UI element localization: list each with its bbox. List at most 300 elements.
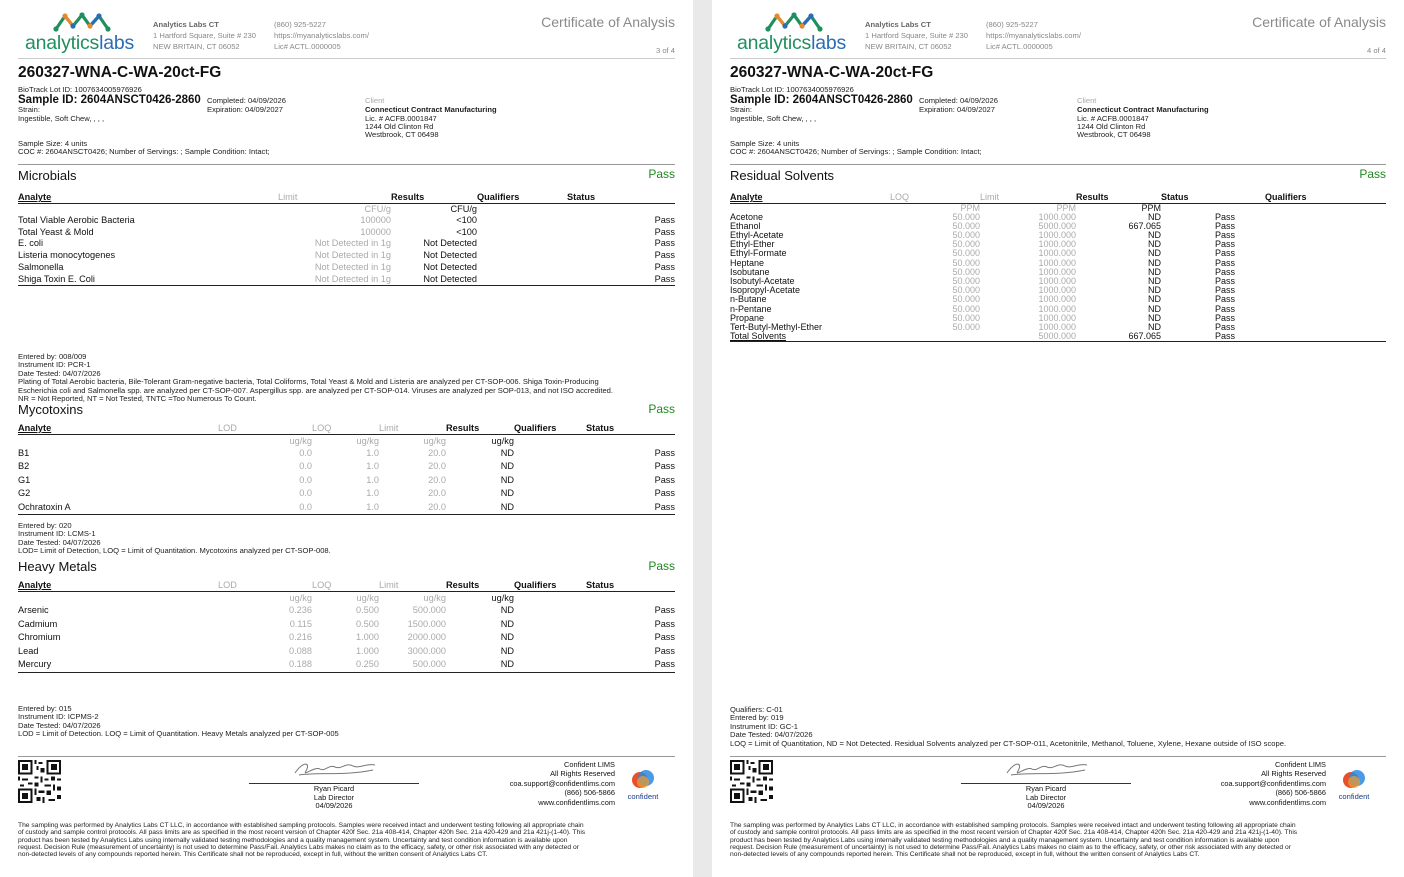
cell-loq: 50.000 bbox=[952, 220, 980, 231]
cell-limit: 100000 bbox=[360, 215, 391, 225]
unit-limit: PPM bbox=[1056, 202, 1076, 213]
cell-qual bbox=[477, 215, 567, 227]
cell-status: Pass bbox=[654, 261, 675, 272]
cell-result: <100 bbox=[456, 226, 477, 237]
cell-status: Pass bbox=[654, 448, 675, 458]
lab-phone: (860) 925-5227 bbox=[986, 20, 1038, 29]
cell-lod: 0.0 bbox=[299, 501, 312, 512]
disclaimer bbox=[730, 822, 1297, 858]
cell-qual bbox=[514, 460, 586, 473]
cell-loq: 1.0 bbox=[366, 488, 379, 499]
cell-loq: 50.000 bbox=[952, 239, 980, 250]
solvents-table bbox=[730, 192, 1386, 342]
lab-license: Lic# ACTL.0000005 bbox=[986, 42, 1053, 51]
cell-analyte: Mercury bbox=[18, 659, 52, 670]
cell-status: Pass bbox=[654, 250, 675, 261]
cell-loq: 50.000 bbox=[952, 211, 980, 222]
cell-qual bbox=[514, 645, 586, 659]
cell-analyte: G1 bbox=[18, 474, 31, 485]
cell-lod: 0.115 bbox=[289, 618, 312, 629]
disclaimer-line: The sampling was performed by Analytics Labs CT LLC, in accordance with established sampling protocols. Samples were received intact and underwent testing following all appropriate chain bbox=[730, 822, 1296, 829]
biotrack-lot: BioTrack Lot ID: 1007634005976926 bbox=[730, 85, 854, 94]
cell-status: Pass bbox=[1214, 257, 1235, 268]
table-row bbox=[18, 501, 675, 515]
mycotoxins-notes bbox=[18, 522, 331, 556]
cell-loq: 50.000 bbox=[952, 303, 980, 314]
note-line: Escherichia coli and Salmonella spp. are analyzed per CT-SOP-007. Aspergillus spp. are analyzed per CT-SOP-014. Viruses are analyzed per SOP-013, and not ISO accredited. bbox=[18, 385, 614, 395]
cell-limit: 1000.000 bbox=[1038, 303, 1076, 314]
microbials-status: Pass bbox=[648, 167, 675, 181]
lab-name: Analytics Labs CT bbox=[865, 20, 931, 29]
confident-logo bbox=[1334, 768, 1374, 801]
client-label: Client bbox=[365, 96, 385, 105]
cell-result: ND bbox=[500, 618, 514, 629]
cell-status: Pass bbox=[654, 461, 675, 472]
analyticslabs-logo bbox=[25, 12, 150, 54]
unit-limit: ug/kg bbox=[423, 435, 446, 446]
unit-results: ug/kg bbox=[491, 435, 514, 446]
cell-analyte: Ethyl-Formate bbox=[730, 248, 787, 259]
cell-qual bbox=[1265, 249, 1386, 258]
cell-qual bbox=[514, 487, 586, 500]
client-name: Connecticut Contract Manufacturing bbox=[1077, 105, 1209, 114]
lims-rights: All Rights Reserved bbox=[1261, 769, 1326, 779]
cell-result: ND bbox=[500, 461, 514, 472]
coa-page-3 bbox=[0, 0, 693, 877]
cell-analyte: Shiga Toxin E. Coli bbox=[18, 273, 95, 284]
cell-limit: 500.000 bbox=[412, 605, 446, 615]
cell-analyte: Total Yeast & Mold bbox=[18, 226, 94, 237]
page-number: 4 of 4 bbox=[1367, 46, 1386, 55]
cell-status: Pass bbox=[1214, 303, 1235, 314]
client-address2: Westbrook, CT 06498 bbox=[1077, 130, 1151, 139]
disclaimer-line: product has been tested by Analytics Labs using internally validated testing methodologies and a quality management system. Uncertainty and test condition information is available upon bbox=[18, 836, 568, 844]
solvents-notes bbox=[730, 706, 1286, 748]
lab-contact bbox=[274, 19, 369, 52]
cell-limit: 20.0 bbox=[428, 488, 446, 499]
signature-icon bbox=[289, 758, 379, 780]
table-row bbox=[18, 618, 675, 632]
cell-loq: 50.000 bbox=[952, 275, 980, 286]
note-line: Date Tested: 04/07/2026 bbox=[730, 730, 813, 740]
client-label: Client bbox=[1077, 96, 1097, 105]
cell-analyte: n-Pentane bbox=[730, 303, 772, 314]
cell-qual bbox=[477, 262, 567, 274]
cell-loq: 1.000 bbox=[356, 632, 379, 643]
cell-qual bbox=[1265, 305, 1386, 314]
cell-loq: 1.0 bbox=[366, 501, 379, 512]
table-row bbox=[18, 250, 675, 262]
cell-status: Pass bbox=[1214, 294, 1235, 305]
metals-notes bbox=[18, 705, 339, 739]
brand-right: labs bbox=[99, 32, 135, 54]
lims-url-link[interactable]: www.confidentlims.com bbox=[1249, 797, 1326, 807]
lab-url-link[interactable]: https://myanalyticslabs.com/ bbox=[986, 31, 1081, 40]
cell-loq: 50.000 bbox=[952, 257, 980, 268]
cell-limit: 1000.000 bbox=[1038, 285, 1076, 296]
cell-qual bbox=[477, 250, 567, 262]
cell-status: Pass bbox=[1214, 248, 1235, 259]
cell-loq: 1.0 bbox=[366, 474, 379, 485]
lab-address bbox=[865, 19, 968, 52]
col-analyte: Analyte bbox=[730, 192, 763, 203]
cell-result: ND bbox=[1148, 294, 1161, 305]
cell-limit: 1000.000 bbox=[1038, 257, 1076, 268]
unit-results: ug/kg bbox=[491, 592, 514, 603]
cell-qual bbox=[477, 227, 567, 239]
disclaimer-line: request. Decision Rule (measurement of uncertainty) is not used to determine Pass/Fail. Analytics Labs makes no claim as to the efficacy, safety, or other risk associated with any detected or bbox=[730, 843, 1291, 851]
cell-status: Pass bbox=[1214, 211, 1235, 222]
col-qualifiers: Qualifiers bbox=[514, 579, 557, 590]
coa-page-4 bbox=[712, 0, 1404, 877]
certificate-title: Certificate of Analysis bbox=[541, 14, 675, 30]
coc-info: COC #: 2604ANSCT0426; Number of Servings: ; Sample Condition: Intact; bbox=[730, 147, 982, 156]
signer-name: Ryan Picard bbox=[249, 783, 419, 793]
note-line: Date Tested: 04/07/2026 bbox=[18, 537, 101, 547]
cell-analyte: Total Viable Aerobic Bacteria bbox=[18, 215, 135, 225]
cell-loq: 50.000 bbox=[952, 312, 980, 323]
note-line: Instrument ID: PCR-1 bbox=[18, 360, 91, 370]
unit-lod: ug/kg bbox=[289, 592, 312, 603]
cell-lod: 0.216 bbox=[289, 632, 312, 643]
cell-qual bbox=[1265, 332, 1386, 342]
sample-size: Sample Size: 4 units bbox=[18, 139, 88, 148]
cell-limit: 20.0 bbox=[428, 448, 446, 458]
cell-limit: 1000.000 bbox=[1038, 321, 1076, 332]
cell-analyte: Isopropyl-Acetate bbox=[730, 285, 801, 296]
lims-email-link[interactable]: coa.support@confidentlims.com bbox=[1220, 778, 1326, 788]
cell-qual bbox=[1265, 314, 1386, 323]
cell-loq: 0.500 bbox=[356, 618, 379, 629]
cell-analyte: Acetone bbox=[730, 211, 764, 222]
lims-rights: All Rights Reserved bbox=[550, 769, 615, 779]
col-lod: LOD bbox=[218, 422, 237, 433]
unit-limit: ug/kg bbox=[423, 592, 446, 603]
cell-analyte: Tert-Butyl-Methyl-Ether bbox=[730, 321, 823, 332]
cell-limit: 1000.000 bbox=[1038, 312, 1076, 323]
sign-date: 04/09/2026 bbox=[315, 800, 353, 810]
cell-analyte: Arsenic bbox=[18, 605, 49, 615]
cell-lod: 0.088 bbox=[289, 645, 312, 656]
lims-name: Confident LIMS bbox=[564, 760, 615, 769]
unit-results: PPM bbox=[1141, 202, 1161, 213]
lab-license: Lic# ACTL.0000005 bbox=[274, 42, 341, 51]
strain: Strain: bbox=[730, 105, 752, 114]
unit-limit: CFU/g bbox=[364, 204, 391, 215]
cell-analyte: Heptane bbox=[730, 257, 765, 268]
col-analyte: Analyte bbox=[18, 422, 52, 433]
cell-result: ND bbox=[1148, 266, 1161, 277]
cell-status: Pass bbox=[654, 659, 675, 670]
cell-qual bbox=[514, 658, 586, 672]
cell-limit: 1000.000 bbox=[1038, 229, 1076, 240]
cell-qual bbox=[1265, 295, 1386, 304]
cell-qual bbox=[514, 618, 586, 632]
cell-loq: 50.000 bbox=[952, 285, 980, 296]
cell-limit: 5000.000 bbox=[1038, 331, 1076, 342]
cell-analyte: Listeria monocytogenes bbox=[18, 250, 116, 261]
mycotoxins-status: Pass bbox=[648, 402, 675, 416]
cell-result: ND bbox=[500, 474, 514, 485]
cell-result: Not Detected bbox=[423, 261, 477, 272]
cell-lod: 0.0 bbox=[299, 461, 312, 472]
confident-wordmark: confident bbox=[1338, 792, 1370, 801]
note-line: LOD= Limit of Detection, LOQ = Limit of Quantitation. Mycotoxins analyzed per CT-SOP-008. bbox=[18, 546, 331, 556]
cell-limit: 20.0 bbox=[428, 461, 446, 472]
cell-limit: 20.0 bbox=[428, 474, 446, 485]
note-line: Plating of Total Aerobic bacteria, Bile-Tolerant Gram-negative bacteria, Total Coliforms, Total Yeast & Mold and Listeria are analyzed per CT-SOP-006. Shiga Toxin-Producing bbox=[18, 377, 599, 387]
lims-phone: (866) 506-5866 bbox=[564, 788, 615, 798]
solvents-title: Residual Solvents bbox=[730, 168, 835, 183]
cell-status: Pass bbox=[654, 238, 675, 249]
col-limit: Limit bbox=[379, 422, 399, 433]
col-lod: LOD bbox=[218, 579, 237, 590]
cell-limit: Not Detected in 1g bbox=[314, 273, 391, 284]
cell-limit: 1000.000 bbox=[1038, 248, 1076, 259]
col-loq: LOQ bbox=[312, 579, 332, 590]
cell-limit: Not Detected in 1g bbox=[314, 250, 391, 261]
signature-icon bbox=[1001, 758, 1091, 780]
client-license: Lic. # ACFB.0001847 bbox=[1077, 114, 1149, 123]
cell-qual bbox=[1265, 259, 1386, 268]
col-qualifiers: Qualifiers bbox=[1265, 192, 1307, 203]
strain: Strain: bbox=[18, 105, 40, 114]
col-qualifiers: Qualifiers bbox=[514, 422, 557, 433]
cell-result: ND bbox=[500, 605, 514, 615]
confident-logo-icon bbox=[1342, 768, 1366, 790]
signature-block bbox=[961, 758, 1131, 810]
col-limit: Limit bbox=[980, 192, 1000, 203]
col-loq: LOQ bbox=[890, 192, 910, 203]
cell-result: ND bbox=[1148, 303, 1161, 314]
lims-info bbox=[510, 760, 615, 807]
note-line: NR = Not Reported, NT = Not Tested, TNTC =Too Numerous To Count. bbox=[18, 394, 257, 404]
cell-limit: 1000.000 bbox=[1038, 294, 1076, 305]
col-status: Status bbox=[586, 579, 615, 590]
microbials-title: Microbials bbox=[18, 168, 77, 183]
note-line: Instrument ID: ICPMS-2 bbox=[18, 712, 99, 722]
cell-result: ND bbox=[1148, 321, 1161, 332]
cell-loq: 50.000 bbox=[952, 266, 980, 277]
sample-size: Sample Size: 4 units bbox=[730, 139, 800, 148]
col-results: Results bbox=[446, 579, 480, 590]
cell-limit: Not Detected in 1g bbox=[314, 238, 391, 249]
cell-qual bbox=[514, 501, 586, 515]
col-analyte: Analyte bbox=[18, 192, 52, 203]
cell-limit: 1000.000 bbox=[1038, 239, 1076, 250]
col-results: Results bbox=[391, 192, 425, 203]
cell-qual bbox=[1265, 277, 1386, 286]
client-name: Connecticut Contract Manufacturing bbox=[365, 105, 497, 114]
mycotoxins-table bbox=[18, 422, 675, 515]
cell-limit: 500.000 bbox=[412, 659, 446, 670]
cell-result: ND bbox=[1148, 248, 1161, 259]
cell-result: Not Detected bbox=[423, 250, 477, 261]
lab-phone: (860) 925-5227 bbox=[274, 20, 326, 29]
cell-result: ND bbox=[1148, 257, 1161, 268]
lab-contact bbox=[986, 19, 1081, 52]
brand-right: labs bbox=[811, 32, 847, 54]
cell-analyte: B2 bbox=[18, 461, 30, 472]
note-line: Entered by: 020 bbox=[18, 521, 72, 530]
cell-result: ND bbox=[500, 645, 514, 656]
unit-loq: ug/kg bbox=[356, 592, 379, 603]
table-row bbox=[18, 460, 675, 473]
cell-analyte: Ethanol bbox=[730, 220, 761, 231]
biotrack-lot: BioTrack Lot ID: 1007634005976926 bbox=[18, 85, 142, 94]
brand-left: analytics bbox=[25, 32, 100, 54]
cell-lod: 0.188 bbox=[289, 659, 312, 670]
solvents-status: Pass bbox=[1359, 167, 1386, 181]
qr-code-icon[interactable] bbox=[730, 760, 773, 803]
cell-result: ND bbox=[1148, 229, 1161, 240]
cell-loq: 1.0 bbox=[366, 461, 379, 472]
client-address1: 1244 Old Clinton Rd bbox=[1077, 122, 1146, 131]
cell-result: ND bbox=[1148, 312, 1161, 323]
cell-lod: 0.236 bbox=[289, 605, 312, 615]
cell-result: ND bbox=[500, 448, 514, 458]
col-status: Status bbox=[1161, 192, 1189, 203]
matrix: Ingestible, Soft Chew, , , , bbox=[18, 114, 105, 123]
cell-analyte: Ochratoxin A bbox=[18, 501, 71, 512]
cell-limit: 3000.000 bbox=[407, 645, 446, 656]
cell-status: Pass bbox=[1214, 285, 1235, 296]
qr-code-icon[interactable] bbox=[18, 760, 61, 803]
molecule-logo-icon bbox=[53, 12, 111, 32]
lab-address-line1: 1 Hartford Square, Suite # 230 bbox=[865, 31, 969, 40]
cell-result: Not Detected bbox=[423, 238, 477, 249]
cell-lod: 0.0 bbox=[299, 488, 312, 499]
cell-qual bbox=[1265, 240, 1386, 249]
completed-date: Completed: 04/09/2026 bbox=[919, 96, 998, 105]
metals-title: Heavy Metals bbox=[18, 559, 97, 574]
disclaimer-line: The sampling was performed by Analytics Labs CT LLC, in accordance with established sampling protocols. Samples were received intact and underwent testing following all appropriate chain bbox=[18, 822, 584, 829]
note-line: Qualifiers: C-01 bbox=[730, 705, 783, 714]
cell-analyte: Salmonella bbox=[18, 261, 64, 272]
cell-result: ND bbox=[500, 501, 514, 512]
batch-id: 260327-WNA-C-WA-20ct-FG bbox=[18, 64, 222, 81]
table-row bbox=[18, 487, 675, 500]
expiration-date: Expiration: 04/09/2027 bbox=[919, 105, 995, 114]
table-row bbox=[18, 215, 675, 227]
cell-analyte: Total Solvents bbox=[730, 331, 787, 342]
cell-status: Pass bbox=[654, 226, 675, 237]
table-row bbox=[18, 238, 675, 250]
cell-status: Pass bbox=[654, 632, 675, 643]
cell-result: ND bbox=[500, 488, 514, 499]
cell-loq bbox=[890, 332, 980, 342]
cell-status: Pass bbox=[654, 474, 675, 485]
cell-qual bbox=[477, 274, 567, 286]
confident-wordmark: confident bbox=[627, 792, 659, 801]
lims-email-link[interactable]: coa.support@confidentlims.com bbox=[509, 778, 615, 788]
signature-block bbox=[249, 758, 419, 810]
table-row bbox=[18, 658, 675, 672]
col-results: Results bbox=[446, 422, 480, 433]
client-license: Lic. # ACFB.0001847 bbox=[365, 114, 437, 123]
mycotoxins-title: Mycotoxins bbox=[18, 402, 84, 417]
unit-loq: PPM bbox=[960, 202, 980, 213]
coc-info: COC #: 2604ANSCT0426; Number of Servings: ; Sample Condition: Intact; bbox=[18, 147, 270, 156]
col-results: Results bbox=[1076, 192, 1109, 203]
cell-analyte: B1 bbox=[18, 448, 30, 458]
sign-date: 04/09/2026 bbox=[1027, 800, 1065, 810]
cell-limit: 2000.000 bbox=[407, 632, 446, 643]
lab-url-link[interactable]: https://myanalyticslabs.com/ bbox=[274, 31, 369, 40]
cell-loq: 50.000 bbox=[952, 248, 980, 259]
unit-loq: ug/kg bbox=[356, 435, 379, 446]
note-line: Entered by: 015 bbox=[18, 704, 72, 713]
cell-limit: Not Detected in 1g bbox=[314, 261, 391, 272]
col-limit: Limit bbox=[278, 192, 298, 203]
lab-address-line2: NEW BRITAIN, CT 06052 bbox=[865, 42, 952, 51]
microbials-notes bbox=[18, 353, 613, 403]
cell-limit: 100000 bbox=[360, 226, 391, 237]
sample-id: Sample ID: 2604ANSCT0426-2860 bbox=[730, 94, 913, 106]
cell-loq: 0.500 bbox=[356, 605, 379, 615]
cell-qual bbox=[1265, 323, 1386, 332]
cell-status: Pass bbox=[1214, 321, 1235, 332]
cell-status: Pass bbox=[1214, 239, 1235, 250]
cell-loq: 50.000 bbox=[952, 321, 980, 332]
cell-analyte: Isobutyl-Acetate bbox=[730, 275, 795, 286]
col-limit: Limit bbox=[379, 579, 399, 590]
disclaimer-line: non-detected levels of any compounds reported herein. This Certificate shall not be reproduced, except in full, without the written consent of Analytics Labs CT. bbox=[18, 851, 488, 859]
cell-qual bbox=[1265, 231, 1386, 240]
cell-qual bbox=[1265, 213, 1386, 222]
cell-loq: 1.0 bbox=[366, 448, 379, 458]
cell-loq: 0.250 bbox=[356, 659, 379, 670]
cell-qual bbox=[514, 604, 586, 618]
cell-status: Pass bbox=[654, 605, 675, 615]
cell-limit: 1000.000 bbox=[1038, 266, 1076, 277]
table-row bbox=[18, 274, 675, 286]
signer-title: Lab Director bbox=[1025, 792, 1067, 802]
table-row bbox=[18, 262, 675, 274]
confident-logo-icon bbox=[631, 768, 655, 790]
cell-result: ND bbox=[1148, 211, 1161, 222]
cell-lod: 0.0 bbox=[299, 474, 312, 485]
cell-status: Pass bbox=[1214, 275, 1235, 286]
completed-date: Completed: 04/09/2026 bbox=[207, 96, 286, 105]
cell-result: ND bbox=[1148, 285, 1161, 296]
table-row bbox=[18, 645, 675, 659]
cell-qual bbox=[477, 238, 567, 250]
col-status: Status bbox=[586, 422, 615, 433]
cell-status: Pass bbox=[1214, 312, 1235, 323]
cell-qual bbox=[1265, 268, 1386, 277]
analyticslabs-logo bbox=[737, 12, 862, 54]
cell-analyte: Ethyl-Ether bbox=[730, 239, 775, 250]
signer-title: Lab Director bbox=[313, 792, 355, 802]
note-line: Date Tested: 04/07/2026 bbox=[18, 720, 101, 730]
cell-status: Pass bbox=[654, 501, 675, 512]
cell-status: Pass bbox=[1214, 331, 1235, 342]
cell-qual bbox=[514, 474, 586, 487]
page-number: 3 of 4 bbox=[656, 46, 675, 55]
cell-qual bbox=[1265, 222, 1386, 231]
batch-id: 260327-WNA-C-WA-20ct-FG bbox=[730, 64, 934, 81]
microbials-table bbox=[18, 192, 675, 286]
lims-url-link[interactable]: www.confidentlims.com bbox=[538, 797, 615, 807]
matrix: Ingestible, Soft Chew, , , , bbox=[730, 114, 817, 123]
cell-result: Not Detected bbox=[423, 273, 477, 284]
note-line: Entered by: 008/009 bbox=[18, 352, 87, 361]
table-row bbox=[18, 227, 675, 239]
col-analyte: Analyte bbox=[18, 579, 52, 590]
col-qualifiers: Qualifiers bbox=[477, 192, 520, 203]
note-line: Date Tested: 04/07/2026 bbox=[18, 368, 101, 378]
